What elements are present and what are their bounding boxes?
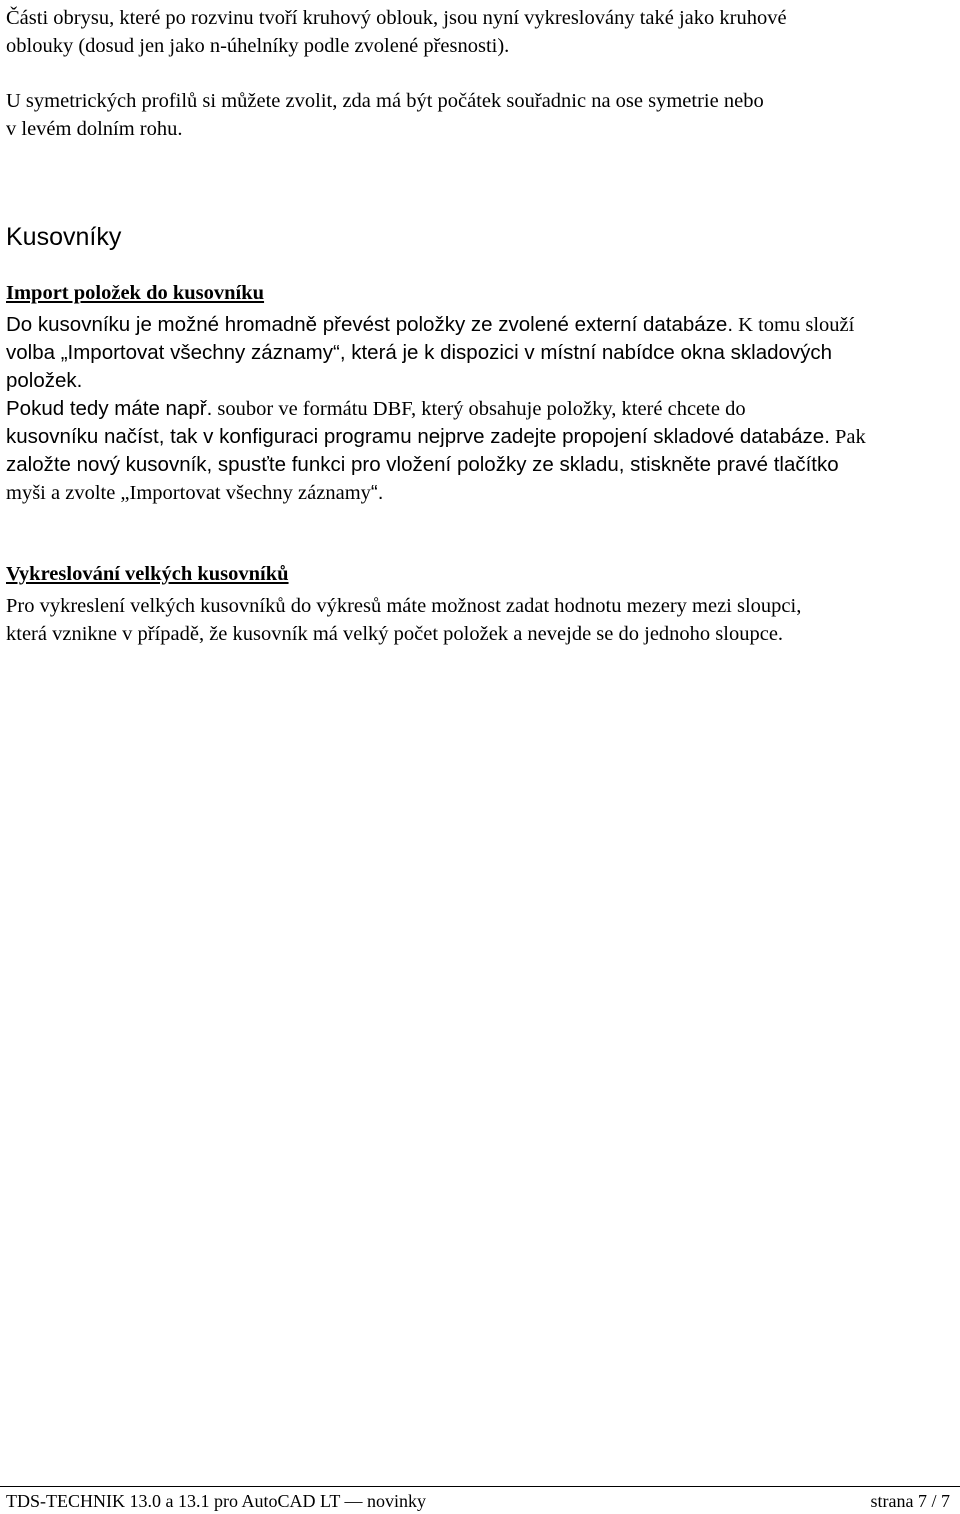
import-line-7 xyxy=(6,479,950,507)
import-heading: Import položek do kusovníku xyxy=(6,282,265,304)
import-line-7-serif: myši a zvolte „Importovat všechny záznamy xyxy=(6,482,371,504)
import-line-2: volba „Importovat všechny záznamy“, která je k dispozici v místní nabídce okna skladových xyxy=(6,341,833,364)
intro-symmetry-line-1: U symetrických profilů si můžete zvolit, zda má být počátek souřadnic na ose symetrie nebo xyxy=(6,90,764,112)
footer-divider xyxy=(0,1486,960,1487)
import-line-5 xyxy=(6,423,950,451)
large-bom-line-1: Pro vykreslení velkých kusovníků do výkresů máte možnost zadat hodnotu mezery mezi sloupci, xyxy=(6,595,802,617)
import-line-4-serif: soubor ve formátu DBF, který obsahuje položky, které chcete do xyxy=(212,398,746,420)
import-line-5-serif: Pak xyxy=(829,426,866,448)
import-line-1 xyxy=(6,311,950,339)
import-paragraph xyxy=(6,311,950,507)
intro-symmetry-line-2: v levém dolním rohu. xyxy=(6,118,183,140)
import-line-5-sans: kusovníku načíst, tak v konfiguraci programu nejprve zadejte propojení skladové databáze. xyxy=(6,425,830,448)
large-bom-line-2: která vznikne v případě, že kusovník má velký počet položek a nevejde se do jednoho sloupce. xyxy=(6,623,784,645)
large-bom-paragraph xyxy=(6,592,950,648)
footer-page-number: strana 7 / 7 xyxy=(870,1491,950,1511)
intro-paragraph-symmetry xyxy=(6,87,950,143)
intro-paragraph-arcs xyxy=(6,4,950,60)
import-line-6: založte nový kusovník, spusťte funkci pro vložení položky ze skladu, stiskněte pravé tlačítko xyxy=(6,453,839,476)
intro-arcs-line-2: oblouky (dosud jen jako n-úhelníky podle zvolené přesnosti). xyxy=(6,35,510,57)
import-line-1-serif: K tomu slouží xyxy=(733,314,855,336)
footer-document-title: TDS-TECHNIK 13.0 a 13.1 pro AutoCAD LT — novinky xyxy=(6,1491,426,1511)
import-line-7-sans: “. xyxy=(370,481,384,504)
section-title: Kusovníky xyxy=(6,223,122,251)
import-line-4-sans: Pokud tedy máte např. xyxy=(6,397,213,420)
import-line-4 xyxy=(6,395,950,423)
intro-arcs-line-1: Části obrysu, které po rozvinu tvoří kruhový oblouk, jsou nyní vykreslovány také jako kruhové xyxy=(6,7,787,29)
import-line-1-sans: Do kusovníku je možné hromadně převést položky ze zvolené externí databáze. xyxy=(6,313,734,336)
import-line-3: položek. xyxy=(6,369,83,392)
large-bom-heading: Vykreslování velkých kusovníků xyxy=(6,563,289,585)
